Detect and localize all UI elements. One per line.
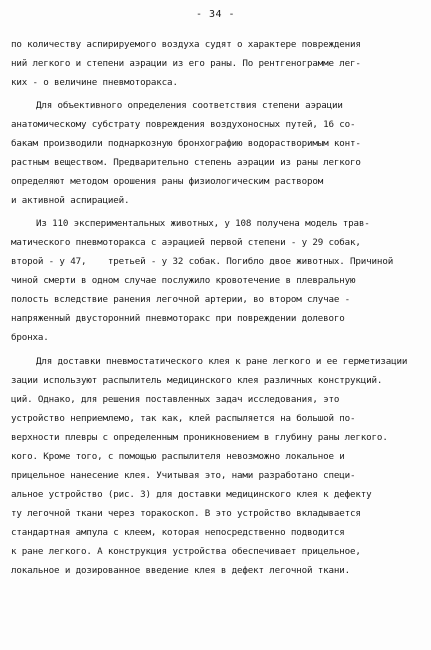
text-line: ких - о величине пневмоторакса. bbox=[11, 77, 178, 88]
text-line: Для объективного определения соответствия степени аэрации bbox=[36, 100, 343, 111]
text-line: зации используют распылитель медицинского клея различных конструкций. bbox=[11, 375, 383, 386]
text-line: чиной смерти в одном случае послужило кровотечение в плевральную bbox=[11, 275, 356, 286]
text-line: кого. Кроме того, с помощью распылителя невозможно локальное и bbox=[11, 451, 345, 462]
text-line: определяют методом орошения раны физиологическим раствором bbox=[11, 176, 324, 187]
text-line: альное устройство (рис. 3) для доставки медицинского клея к дефекту bbox=[11, 489, 372, 500]
text-line: и активной аспирацией. bbox=[11, 195, 130, 206]
text-line: ний легкого и степени аэрации из его раны. По рентгенограмме лег- bbox=[11, 58, 361, 69]
text-line: полость вследствие ранения легочной артерии, во втором случае - bbox=[11, 294, 351, 305]
text-line: анатомическому субстрату повреждения воздухоносных путей, 16 со- bbox=[11, 119, 356, 130]
text-line: растным веществом. Предварительно степень аэрации из раны легкого bbox=[11, 157, 361, 168]
text-line: прицельное нанесение клея. Учитывая это, нами разработано специ- bbox=[11, 470, 356, 481]
text-line: второй - у 47, третьей - у 32 собак. Погибло двое животных. Причиной bbox=[11, 256, 394, 267]
text-line: бронха. bbox=[11, 332, 49, 343]
text-line: бакам производили поднаркозную бронхографию водорастворимым конт- bbox=[11, 138, 361, 149]
text-line: ту легочной ткани через торакоскоп. В это устройство вкладывается bbox=[11, 508, 361, 519]
text-line: устройство неприемлемо, так как, клей распыляется на большой по- bbox=[11, 413, 356, 424]
text-line: локальное и дозированное введение клея в дефект легочной ткани. bbox=[11, 565, 351, 576]
text-line: Для доставки пневмостатического клея к ране легкого и ее герметизации bbox=[36, 356, 408, 367]
text-line: стандартная ампула с клеем, которая непосредственно подводится bbox=[11, 527, 345, 538]
text-line: матического пневмоторакса с аэрацией первой степени - у 29 собак, bbox=[11, 237, 361, 248]
text-line: верхности плевры с определенным проникновением в глубину раны легкого. bbox=[11, 432, 388, 443]
page-number: - 34 - bbox=[195, 9, 236, 20]
text-line: по количеству аспирируемого воздуха судят о характере повреждения bbox=[11, 39, 361, 50]
text-line: напряженный двусторонний пневмоторакс при повреждении долевого bbox=[11, 313, 345, 324]
text-line: ций. Однако, для решения поставленных задач исследования, это bbox=[11, 394, 340, 405]
text-line: Из 110 экспериментальных животных, у 108 получена модель трав- bbox=[36, 218, 370, 229]
text-line: к ране легкого. А конструкция устройства обеспечивает прицельное, bbox=[11, 546, 361, 557]
